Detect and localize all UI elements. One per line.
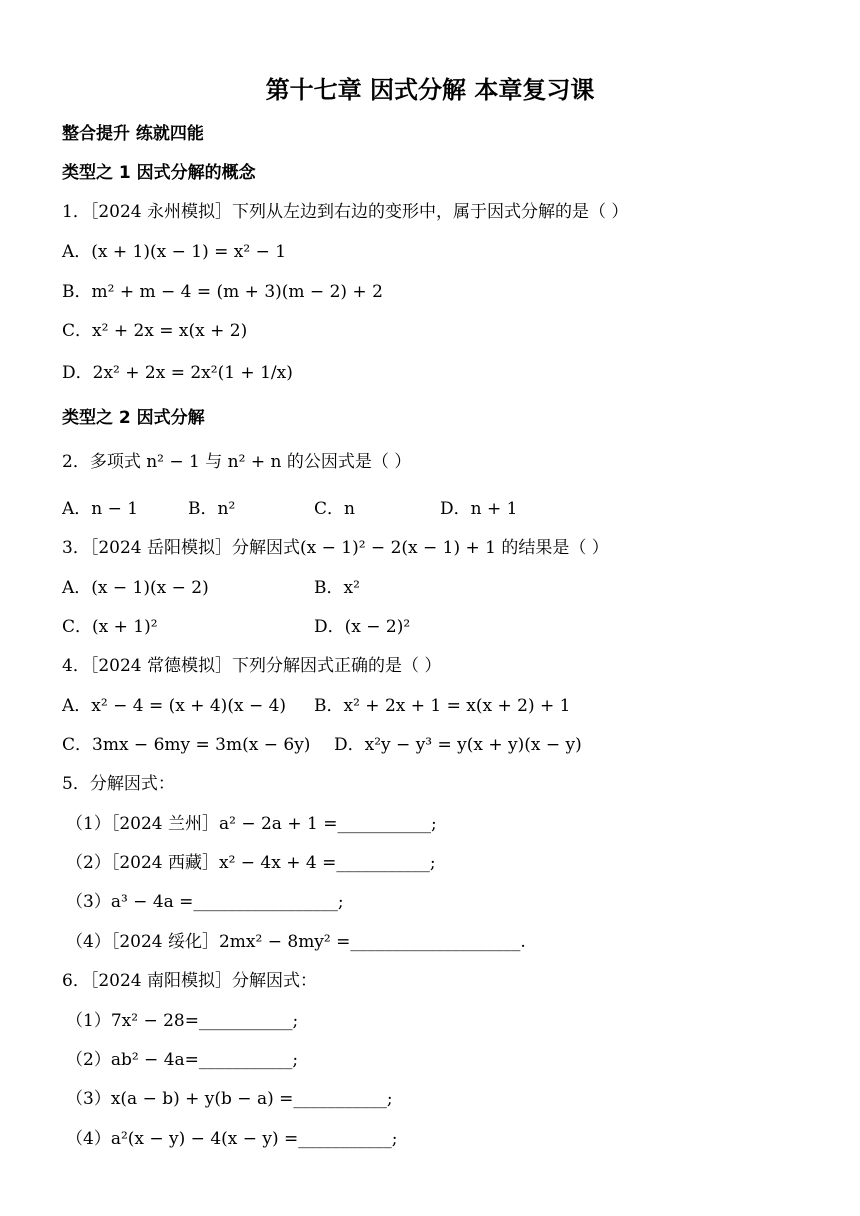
- type-heading-2: 类型之 2 因式分解: [62, 408, 205, 428]
- question-5-part-2: （2）［2024 西藏］x² − 4x + 4 =___________;: [66, 853, 436, 873]
- question-5-part-4: （4）［2024 绥化］2mx² − 8my² =____________________.: [66, 932, 526, 952]
- question-4-option-a: A．x² − 4 = (x + 4)(x − 4): [62, 696, 287, 716]
- question-4-stem: 4．［2024 常德模拟］下列分解因式正确的是（ ）: [62, 656, 442, 676]
- question-4-option-d: D．x²y − y³ = y(x + y)(x − y): [334, 735, 582, 755]
- question-3-stem: 3．［2024 岳阳模拟］分解因式(x − 1)² − 2(x − 1) + 1 的结果是（ ）: [62, 538, 609, 558]
- question-6-part-4: （4）a²(x − y) − 4(x − y) =___________;: [66, 1129, 398, 1149]
- question-3-option-d: D．(x − 2)²: [314, 617, 411, 637]
- question-1-option-a: A．(x + 1)(x − 1) = x² − 1: [62, 242, 287, 262]
- question-1-option-c: C．x² + 2x = x(x + 2): [62, 321, 248, 341]
- question-1-option-d: D．2x² + 2x = 2x²(1 + 1/x): [62, 363, 293, 383]
- page-title: 第十七章 因式分解 本章复习课: [265, 76, 595, 104]
- question-4-option-c: C．3mx − 6my = 3m(x − 6y): [62, 735, 311, 755]
- question-3-option-c: C．(x + 1)²: [62, 617, 158, 637]
- type-heading-1: 类型之 1 因式分解的概念: [62, 163, 256, 183]
- question-2-option-d: D．n + 1: [440, 499, 518, 519]
- section-heading: 整合提升 练就四能: [62, 124, 204, 144]
- question-6-stem: 6．［2024 南阳模拟］分解因式：: [62, 971, 317, 991]
- question-5-part-1: （1）［2024 兰州］a² − 2a + 1 =___________;: [66, 814, 437, 834]
- question-5-stem: 5．分解因式：: [62, 774, 175, 794]
- question-5-part-3: （3）a³ − 4a =_________________;: [66, 892, 344, 912]
- question-2-stem: 2．多项式 n² − 1 与 n² + n 的公因式是（ ）: [62, 452, 412, 472]
- question-6-part-1: （1）7x² − 28=___________;: [66, 1011, 299, 1031]
- question-4-option-b: B．x² + 2x + 1 = x(x + 2) + 1: [314, 696, 571, 716]
- question-2-option-a: A．n − 1: [62, 499, 139, 519]
- question-1-stem: 1．［2024 永州模拟］下列从左边到右边的变形中，属于因式分解的是（ ）: [62, 202, 629, 222]
- question-6-part-2: （2）ab² − 4a=___________;: [66, 1050, 299, 1070]
- question-1-option-b: B．m² + m − 4 = (m + 3)(m − 2) + 2: [62, 282, 383, 302]
- question-2-option-b: B．n²: [188, 499, 236, 519]
- question-6-part-3: （3）x(a − b) + y(b − a) =___________;: [66, 1089, 393, 1109]
- question-2-option-c: C．n: [314, 499, 355, 519]
- question-3-option-a: A．(x − 1)(x − 2): [62, 578, 209, 598]
- question-3-option-b: B．x²: [314, 578, 360, 598]
